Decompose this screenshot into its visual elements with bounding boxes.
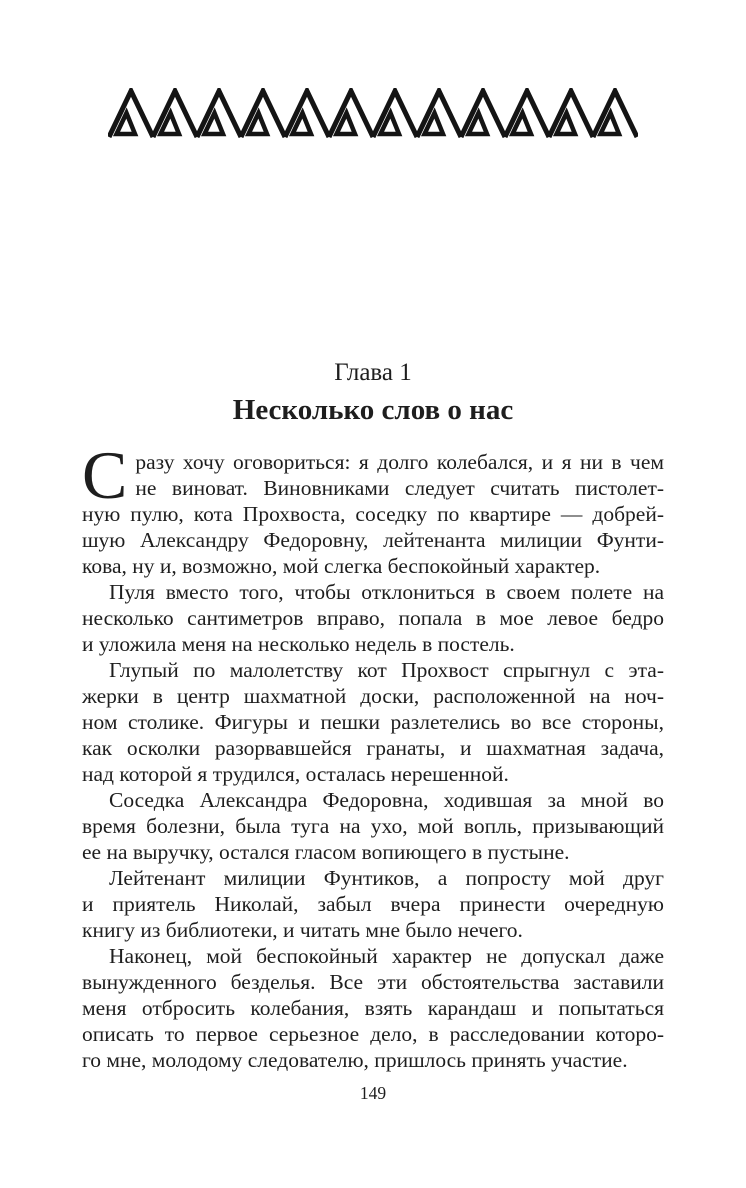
- triangle-band-icon: [592, 88, 638, 138]
- triangle-band-icon: [108, 88, 154, 138]
- triangle-band-icon: [196, 88, 242, 138]
- text-line: книгу из библиотеки, и читать мне было нечего.: [82, 918, 523, 942]
- text-line: ном столике. Фигуры и пешки разлетелись во все стороны,: [82, 710, 664, 734]
- paragraph: [82, 787, 664, 865]
- paragraph: [82, 657, 664, 787]
- chapter-label: Глава 1: [334, 359, 412, 386]
- paragraph: [82, 437, 664, 579]
- text-line: как осколки разорвавшейся гранаты, и шахматная задача,: [82, 736, 664, 760]
- triangle-band-icon: [372, 88, 418, 138]
- paragraph: [82, 865, 664, 943]
- text-line: Лейтенант милиции Фунтиков, а попросту мой друг: [109, 866, 664, 890]
- text-line: и приятель Николай, забыл вчера принести очередную: [82, 892, 664, 916]
- text-line: время болезни, была туга на ухо, мой вопль, призывающий: [82, 814, 664, 838]
- text-line: Соседка Александра Федоровна, ходившая за мной во: [109, 788, 664, 812]
- triangle-band-icon: [152, 88, 198, 138]
- text-line: разу хочу оговориться: я долго колебался, и я ни в чем: [135, 450, 664, 474]
- paragraph: [82, 943, 664, 1073]
- text-line: Наконец, мой беспокойный характер не допускал даже: [109, 944, 664, 968]
- paragraph: [82, 579, 664, 657]
- chapter-title: Несколько слов о нас: [232, 394, 514, 426]
- text-line: описать то первое серьезное дело, в расследовании которо-: [82, 1022, 664, 1046]
- triangle-band-icon: [240, 88, 286, 138]
- text-line: шую Александру Федоровну, лейтенанта милиции Фунти-: [82, 528, 664, 552]
- triangle-band-icon: [416, 88, 462, 138]
- text-line: над которой я трудился, осталась нерешенной.: [82, 762, 509, 786]
- text-line: и уложила меня на несколько недель в постель.: [82, 632, 515, 656]
- triangle-band-icon: [284, 88, 330, 138]
- text-line: жерки в центр шахматной доски, расположенной на ноч-: [82, 684, 664, 708]
- page-number: 149: [359, 1083, 387, 1103]
- chapter-heading: [0, 358, 746, 427]
- text-line: меня отбросить колебания, взять карандаш и попытаться: [82, 996, 664, 1020]
- body-text: [82, 437, 664, 1073]
- text-line: кова, ну и, возможно, мой слегка беспокойный характер.: [82, 554, 601, 578]
- text-line: несколько сантиметров вправо, попала в мое левое бедро: [82, 606, 664, 630]
- text-line: ную пулю, кота Прохвоста, соседку по квартире — добрей-: [82, 502, 664, 526]
- triangle-band-icon: [504, 88, 550, 138]
- text-line: го мне, молодому следователю, пришлось принять участие.: [82, 1048, 628, 1072]
- text-line: вынужденного безделья. Все эти обстоятельства заставили: [82, 970, 664, 994]
- triangle-band-icon: [328, 88, 374, 138]
- drop-cap: С: [82, 437, 128, 513]
- text-line: не виноват. Виновниками следует считать пистолет-: [135, 476, 664, 500]
- triangle-band-icon: [548, 88, 594, 138]
- text-line: ее на выручку, остался гласом вопиющего в пустыне.: [82, 840, 570, 864]
- text-line: Пуля вместо того, чтобы отклониться в своем полете на: [109, 580, 664, 604]
- triangle-band-icon: [460, 88, 506, 138]
- text-line: Глупый по малолетству кот Прохвост спрыгнул с эта-: [109, 658, 664, 682]
- triangle-ornament-band: [0, 88, 746, 138]
